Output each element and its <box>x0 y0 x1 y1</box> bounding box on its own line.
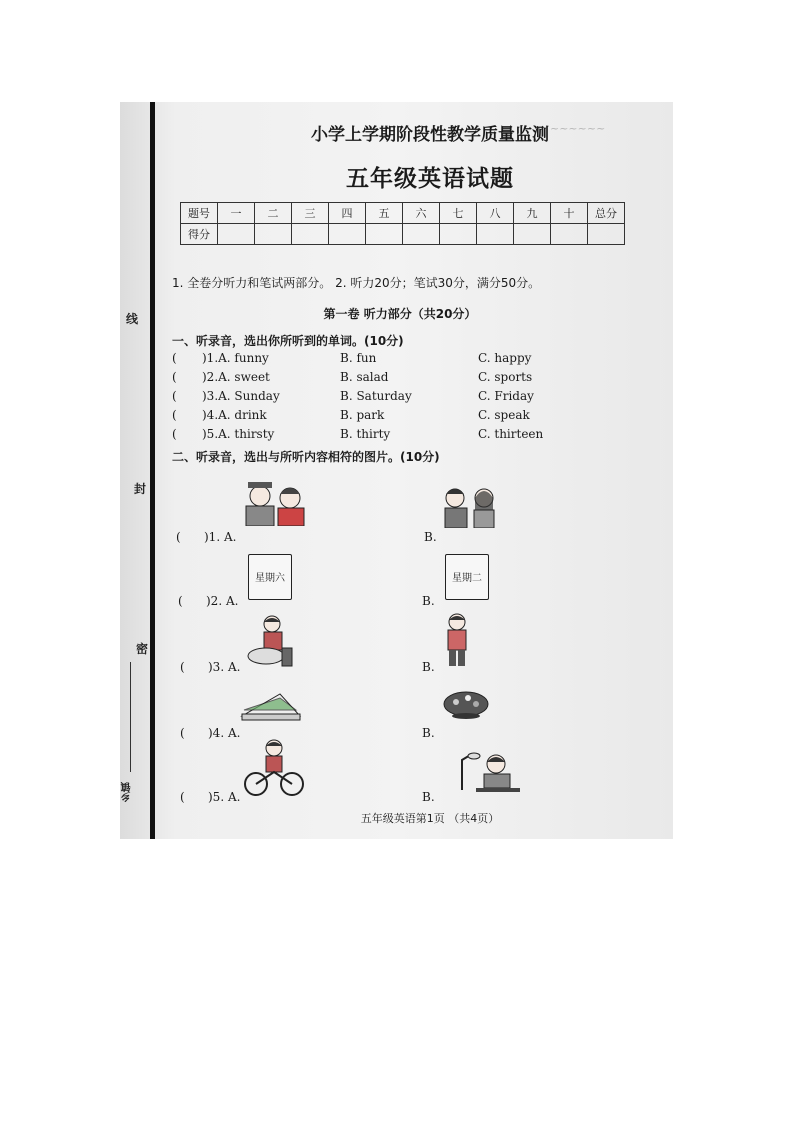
column-header: 总分 <box>588 203 625 224</box>
column-header: 八 <box>477 203 514 224</box>
row-label-question: 题号 <box>181 203 218 224</box>
answer-paren[interactable]: ( <box>172 427 177 441</box>
score-cell[interactable] <box>588 224 625 245</box>
option-c: C. Friday <box>478 389 534 403</box>
option-b-label: B. <box>422 790 435 804</box>
option-b: B. thirty <box>340 427 391 441</box>
column-header: 九 <box>514 203 551 224</box>
side-label-seal: 封 <box>134 482 147 496</box>
row-label-score: 得分 <box>181 224 218 245</box>
calendar-a-text: 星期六 <box>255 573 285 584</box>
answer-paren[interactable]: ( <box>172 389 177 403</box>
column-header: 六 <box>403 203 440 224</box>
part1-title: 第一卷 听力部分（共20分） <box>323 307 477 321</box>
washing-clothes-picture <box>242 614 298 668</box>
bleed-through-text: ~~~~~~ <box>550 122 606 135</box>
answer-paren[interactable]: ( <box>172 408 177 422</box>
option-b-label: B. <box>422 660 435 674</box>
score-table-score-row <box>181 224 625 245</box>
score-table <box>180 202 625 245</box>
option-a: )2.A. sweet <box>202 370 270 384</box>
answer-paren[interactable]: ( <box>172 370 177 384</box>
option-b: B. park <box>340 408 385 422</box>
option-b-label: B. <box>424 530 437 544</box>
option-b: B. Saturday <box>340 389 412 403</box>
calendar-icon <box>248 554 292 600</box>
score-cell[interactable] <box>477 224 514 245</box>
exam-notes: 1. 全卷分听力和笔试两部分。 2. 听力20分；笔试30分，满分50分。 <box>172 276 541 290</box>
score-cell[interactable] <box>218 224 255 245</box>
section2-title: 二、听录音，选出与所听内容相符的图片。(10分) <box>172 450 440 464</box>
option-b: B. fun <box>340 351 377 365</box>
option-b-label: B. <box>422 726 435 740</box>
option-c: C. thirteen <box>478 427 544 441</box>
score-cell[interactable] <box>440 224 477 245</box>
side-label-secret: 密 <box>136 642 149 656</box>
option-b-label: B. <box>422 594 435 608</box>
answer-paren[interactable]: ( <box>172 351 177 365</box>
score-cell[interactable] <box>514 224 551 245</box>
option-a: )3.A. Sunday <box>202 389 280 403</box>
column-header: 四 <box>329 203 366 224</box>
studying-boy-picture <box>456 750 522 796</box>
option-a: )4.A. drink <box>202 408 267 422</box>
option-c: C. happy <box>478 351 532 365</box>
side-fill-line <box>130 662 131 772</box>
answer-paren[interactable]: ( <box>176 530 181 544</box>
answer-paren[interactable]: ( <box>180 726 185 740</box>
score-table-header-row <box>181 203 625 224</box>
column-header: 一 <box>218 203 255 224</box>
option-a-label: )5. A. <box>208 790 241 804</box>
calendar-icon <box>445 554 489 600</box>
option-a: )1.A. funny <box>202 351 269 365</box>
column-header: 三 <box>292 203 329 224</box>
sick-children-picture <box>440 484 500 528</box>
option-c: C. sports <box>478 370 533 384</box>
exam-title: 小学上学期阶段性教学质量监测 <box>311 125 549 145</box>
column-header: 五 <box>366 203 403 224</box>
option-c: C. speak <box>478 408 530 422</box>
score-cell[interactable] <box>255 224 292 245</box>
exam-subtitle: 五年级英语试题 <box>346 166 514 192</box>
option-a: )5.A. thirsty <box>202 427 275 441</box>
option-a-label: )4. A. <box>208 726 241 740</box>
page-footer: 五年级英语第1页 （共4页） <box>360 812 500 825</box>
calendar-b-text: 星期二 <box>452 573 482 584</box>
answer-paren[interactable]: ( <box>178 594 183 608</box>
option-a-label: )1. A. <box>204 530 237 544</box>
option-a-label: )3. A. <box>208 660 241 674</box>
salad-bowl-picture <box>442 686 490 722</box>
boy-standing-picture <box>442 612 472 670</box>
score-cell[interactable] <box>329 224 366 245</box>
column-header: 七 <box>440 203 477 224</box>
answer-paren[interactable]: ( <box>180 660 185 674</box>
answer-paren[interactable]: ( <box>180 790 185 804</box>
bike-riding-picture <box>244 738 304 798</box>
score-cell[interactable] <box>292 224 329 245</box>
score-cell[interactable] <box>366 224 403 245</box>
section1-title: 一、听录音，选出你所听到的单词。(10分) <box>172 334 404 348</box>
binding-line <box>150 102 155 839</box>
score-cell[interactable] <box>403 224 440 245</box>
sandwich-picture <box>240 690 302 722</box>
grandparents-picture <box>240 478 312 526</box>
column-header: 二 <box>255 203 292 224</box>
side-label-line: 线 <box>126 312 139 326</box>
option-b: B. salad <box>340 370 389 384</box>
option-a-label: )2. A. <box>206 594 239 608</box>
column-header: 十 <box>551 203 588 224</box>
side-label-town: 乡镇 <box>122 782 133 802</box>
score-cell[interactable] <box>551 224 588 245</box>
exam-photo <box>120 102 673 839</box>
